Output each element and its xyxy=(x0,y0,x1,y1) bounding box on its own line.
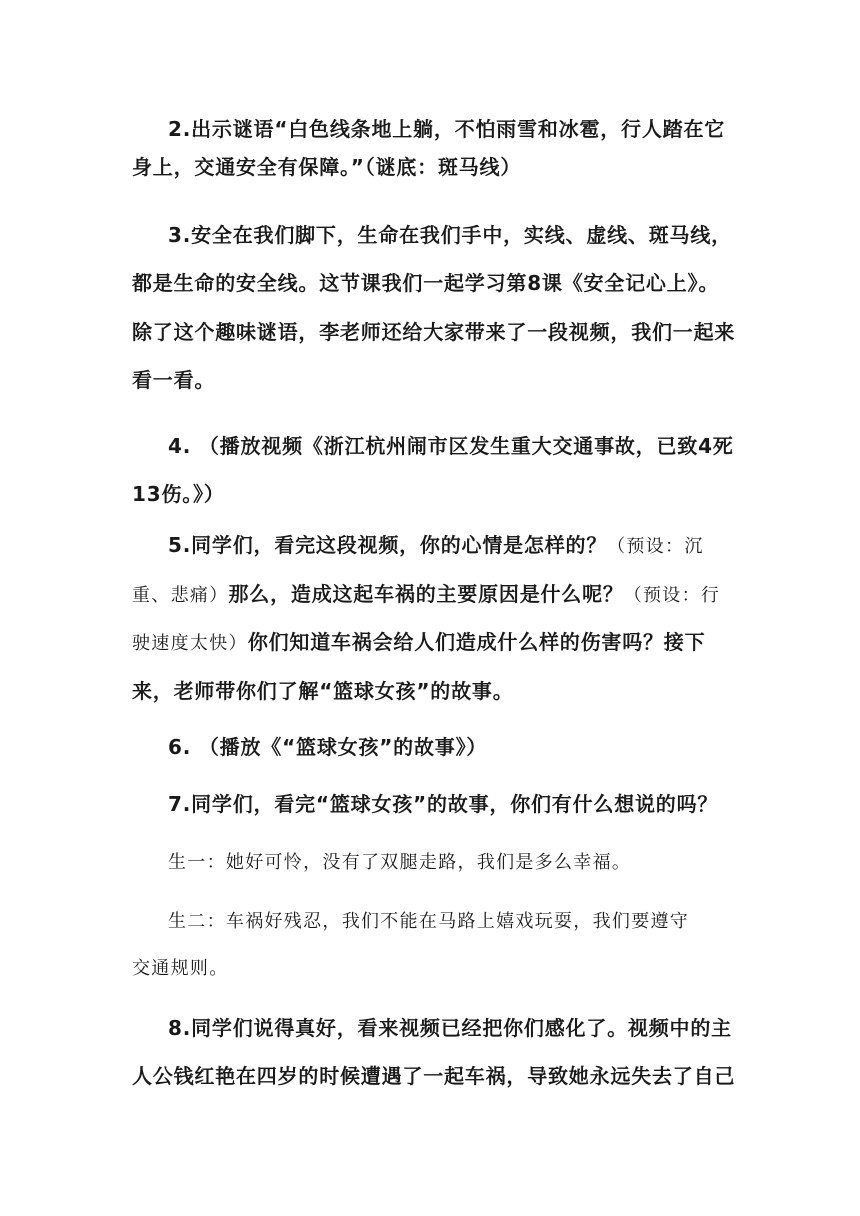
paragraph-5-question-3: 你们知道车祸会给人们造成什么样的伤害吗？接下 xyxy=(247,630,706,654)
paragraph-5-preset-1-start: （预设：沉 xyxy=(607,536,704,557)
paragraph-2-line-2: 身上，交通安全有保障。”（谜底：斑马线） xyxy=(132,155,522,179)
paragraph-3-line-1: 3.安全在我们脚下，生命在我们手中，实线、虚线、斑马线， xyxy=(168,223,732,247)
paragraph-5-line-4: 来，老师带你们了解“篮球女孩”的故事。 xyxy=(132,679,514,703)
paragraph-5-line-3 xyxy=(132,628,705,658)
student-2-response-line-2: 交通规则。 xyxy=(132,958,229,979)
paragraph-5-question-1: 5.同学们，看完这段视频，你的心情是怎样的？ xyxy=(168,533,608,557)
paragraph-8-line-2: 人公钱红艳在四岁的时候遭遇了一起车祸，导致她永远失去了自己 xyxy=(132,1064,736,1088)
paragraph-5-question-2: 那么，造成这起车祸的主要原因是什么呢？ xyxy=(228,582,624,606)
paragraph-7-line-1: 7.同学们，看完“篮球女孩”的故事，你们有什么想说的吗？ xyxy=(168,792,719,816)
paragraph-4-line-1: 4. （播放视频《浙江杭州闹市区发生重大交通事故，已致4死 xyxy=(168,434,734,458)
student-1-response: 生一：她好可怜，没有了双腿走路，我们是多么幸福。 xyxy=(168,852,632,873)
student-2-response-line-1: 生二：车祸好残忍，我们不能在马路上嬉戏玩耍，我们要遵守 xyxy=(168,911,690,932)
paragraph-6-line-1: 6. （播放《“篮球女孩”的故事》） xyxy=(168,735,488,759)
paragraph-5-line-2 xyxy=(132,580,720,610)
paragraph-3-line-4: 看一看。 xyxy=(132,368,216,392)
paragraph-5-line-1 xyxy=(168,531,704,561)
paragraph-2-line-1: 2.出示谜语“白色线条地上躺，不怕雨雪和冰雹，行人踏在它 xyxy=(168,117,726,141)
paragraph-5-preset-2-end: 驶速度太快） xyxy=(132,633,248,654)
paragraph-4-line-2: 13伤。》） xyxy=(132,482,225,506)
paragraph-3-line-2: 都是生命的安全线。这节课我们一起学习第8课《安全记心上》。 xyxy=(132,271,720,295)
paragraph-3-line-3: 除了这个趣味谜语，李老师还给大家带来了一段视频，我们一起来 xyxy=(132,320,736,344)
paragraph-8-line-1: 8.同学们说得真好，看来视频已经把你们感化了。视频中的主 xyxy=(168,1016,732,1040)
paragraph-5-preset-1-end: 重、悲痛） xyxy=(132,585,229,606)
paragraph-5-preset-2-start: （预设：行 xyxy=(623,585,721,606)
